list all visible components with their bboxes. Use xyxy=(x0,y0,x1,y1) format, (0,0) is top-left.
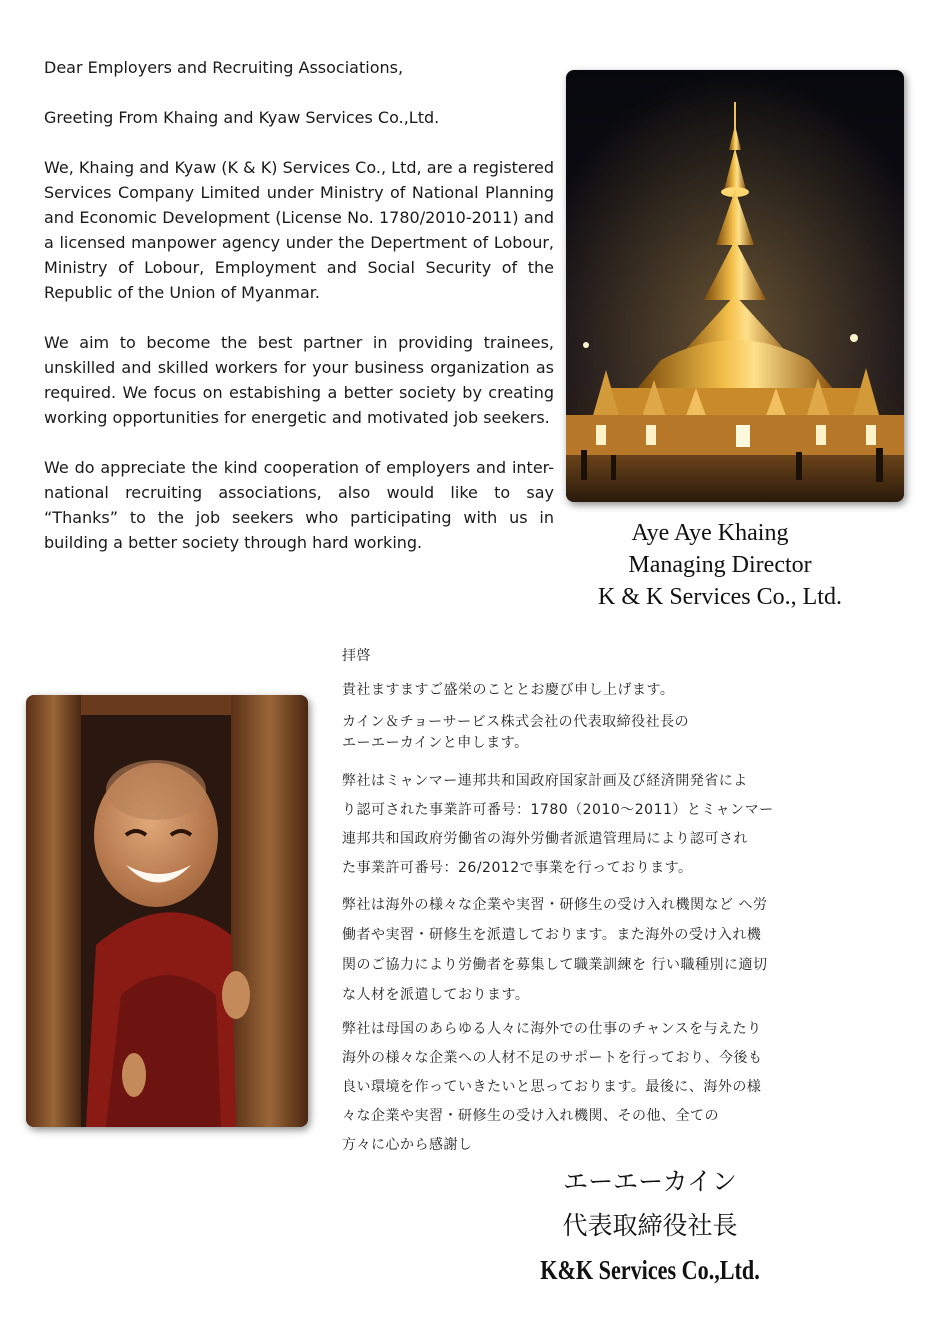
paragraph-registration: We, Khaing and Kyaw (K & K) Services Co., Ltd, are a registered Services Company Limited under Ministry of National Planning and Economic Development (License No. 1780/2010-2011) and a licensed manpower agency under the Depertment of Lobour, Ministry of Lobour, Employment and Social Security of the Republic of the Union of Myanmar. xyxy=(44,158,554,302)
novice-monk-image xyxy=(26,695,308,1127)
jp-line: 連邦共和国政府労働省の海外労働者派遣管理局により認可され xyxy=(342,831,748,847)
jp-intro-line: エーエーカインと申します。 xyxy=(342,735,529,751)
jp-intro-line: カイン＆チョーサービス株式会社の代表取締役社長の xyxy=(342,714,690,730)
jp-paragraph-license xyxy=(342,767,912,883)
jp-signer-title: 代表取締役社長 xyxy=(562,1211,738,1240)
signer-company: K & K Services Co., Ltd. xyxy=(598,584,842,610)
jp-line: 弊社は海外の様々な企業や実習・研修生の受け入れ機関など へ労 xyxy=(342,897,768,913)
greeting-line: Greeting From Khaing and Kyaw Services Co.,Ltd. xyxy=(44,108,440,127)
jp-line: 働者や実習・研修生を派遣しております。また海外の受け入れ機 xyxy=(342,927,762,943)
jp-line: 海外の様々な企業への人材不足のサポートを行っており、今後も xyxy=(342,1050,763,1066)
jp-intro xyxy=(342,712,912,754)
jp-line: 方々に心から感謝し xyxy=(342,1137,473,1153)
paragraph-thanks: We do appreciate the kind cooperation of employers and inter-national recruiting associations, also would like to say “Thanks” to the job seekers who participating with us in building a better society through hard working. xyxy=(44,458,554,552)
salutation: Dear Employers and Recruiting Associations, xyxy=(44,58,404,77)
jp-opening: 拝啓 xyxy=(342,648,371,664)
novice-monk-photo xyxy=(26,695,308,1127)
jp-line: な人材を派遣しております。 xyxy=(342,987,530,1003)
jp-paragraph-thanks xyxy=(342,1015,912,1160)
japanese-letter xyxy=(342,646,912,1160)
japanese-signature xyxy=(500,1160,800,1292)
jp-greeting: 貴社ますますご盛栄のこととお慶び申し上げます。 xyxy=(342,682,675,698)
jp-signer-company: K&K Services Co.,Ltd. xyxy=(540,1255,760,1285)
jp-line: 弊社は母国のあらゆる人々に海外での仕事のチャンスを与えたり xyxy=(342,1021,762,1037)
jp-line: 弊社はミャンマー連邦共和国政府国家計画及び経済開発省によ xyxy=(342,773,748,789)
pagoda-photo xyxy=(566,70,904,502)
jp-line: 々な企業や実習・研修生の受け入れ機関、その他、全ての xyxy=(342,1108,719,1124)
jp-line: り認可された事業許可番号：1780（2010～2011）とミャンマー xyxy=(342,802,774,818)
signer-name: Aye Aye Khaing xyxy=(631,520,789,546)
jp-line: 良い環境を作っていきたいと思っております。最後に、海外の様 xyxy=(342,1079,762,1095)
english-signature xyxy=(570,517,870,613)
jp-line: 関のご協力により労働者を募集して職業訓練を 行い職種別に適切 xyxy=(342,957,768,973)
jp-signer-name: エーエーカイン xyxy=(563,1167,737,1196)
paragraph-mission: We aim to become the best partner in providing trainees, unskilled and skilled workers for your business organization as required. We focus on estabishing a better society by creating working opportunities for energetic and motivated job seekers. xyxy=(44,333,554,427)
jp-line: た事業許可番号：26/2012で事業を行っております。 xyxy=(342,860,693,876)
signer-title: Managing Director xyxy=(628,552,812,578)
english-letter xyxy=(44,55,554,555)
pagoda-image xyxy=(566,70,904,502)
jp-paragraph-dispatch xyxy=(342,890,912,1010)
